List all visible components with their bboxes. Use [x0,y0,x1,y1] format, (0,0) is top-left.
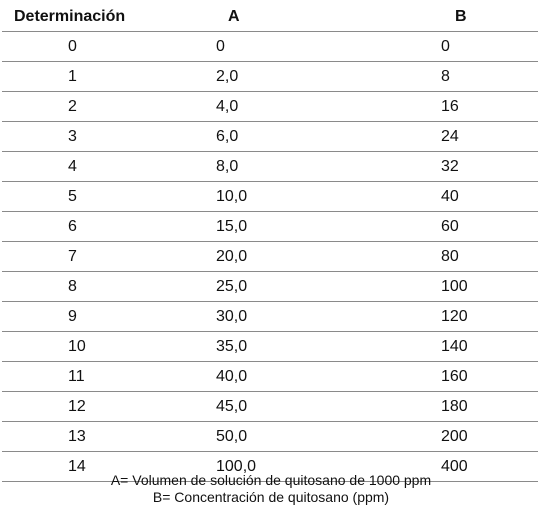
cell-b: 16 [331,92,538,122]
table-row [2,182,538,212]
cell-b: 0 [331,32,538,62]
cell-determinacion: 8 [2,272,145,302]
cell-determinacion: 10 [2,332,145,362]
cell-a: 15,0 [145,212,331,242]
table-row [2,242,538,272]
cell-b: 180 [331,392,538,422]
cell-a: 25,0 [145,272,331,302]
cell-b: 8 [331,62,538,92]
cell-b: 40 [331,182,538,212]
cell-determinacion: 6 [2,212,145,242]
cell-b: 32 [331,152,538,182]
table-row [2,62,538,92]
cell-a: 45,0 [145,392,331,422]
table-row [2,392,538,422]
table-row [2,122,538,152]
table-row [2,272,538,302]
cell-determinacion: 4 [2,152,145,182]
table-row [2,32,538,62]
cell-b: 60 [331,212,538,242]
cell-a: 35,0 [145,332,331,362]
table-row [2,302,538,332]
table-footnotes [0,472,542,506]
cell-b: 400 [331,452,538,482]
cell-determinacion: 1 [2,62,145,92]
cell-b: 160 [331,362,538,392]
column-header-a: A [145,2,331,32]
cell-b: 140 [331,332,538,362]
cell-determinacion: 3 [2,122,145,152]
cell-a: 0 [145,32,331,62]
cell-a: 2,0 [145,62,331,92]
table-row [2,362,538,392]
cell-determinacion: 9 [2,302,145,332]
cell-a: 50,0 [145,422,331,452]
cell-determinacion: 11 [2,362,145,392]
cell-determinacion: 2 [2,92,145,122]
cell-b: 24 [331,122,538,152]
footnote-b: B= Concentración de quitosano (ppm) [152,489,390,505]
cell-determinacion: 13 [2,422,145,452]
cell-a: 8,0 [145,152,331,182]
column-header-determinacion: Determinación [2,2,145,32]
cell-a: 30,0 [145,302,331,332]
cell-a: 4,0 [145,92,331,122]
cell-b: 80 [331,242,538,272]
table-row [2,212,538,242]
cell-b: 200 [331,422,538,452]
cell-a: 40,0 [145,362,331,392]
footnote-a: A= Volumen de solución de quitosano de 1000 ppm [110,472,432,488]
data-table [2,2,538,482]
table-row [2,332,538,362]
table-row [2,92,538,122]
cell-b: 100 [331,272,538,302]
cell-determinacion: 12 [2,392,145,422]
cell-a: 20,0 [145,242,331,272]
cell-a: 10,0 [145,182,331,212]
table-row [2,152,538,182]
cell-a: 6,0 [145,122,331,152]
table-header-row [2,2,538,32]
cell-determinacion: 5 [2,182,145,212]
table-row [2,422,538,452]
table-body [2,32,538,482]
cell-determinacion: 14 [2,452,145,482]
cell-determinacion: 0 [2,32,145,62]
cell-determinacion: 7 [2,242,145,272]
cell-b: 120 [331,302,538,332]
column-header-b: B [331,2,538,32]
cell-a: 100,0 [145,452,331,482]
